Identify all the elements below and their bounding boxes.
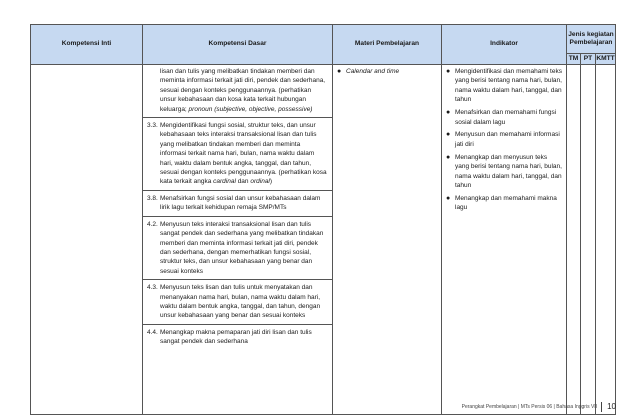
header-materi-pembelajaran: Materi Pembelajaran xyxy=(333,25,442,65)
indikator-item xyxy=(446,130,562,149)
bullet-icon: ● xyxy=(446,109,451,117)
bullet-icon: ● xyxy=(446,153,451,161)
tm-cell xyxy=(567,65,581,415)
indikator-text: Menyusun dan memahami informasi jati diri xyxy=(455,131,560,148)
header-pt: PT xyxy=(581,54,596,65)
indikator-text: Menangkap dan memahami makna lagu xyxy=(455,194,557,212)
pt-cell xyxy=(581,65,596,415)
bullet-icon: ● xyxy=(337,68,342,75)
kd-item xyxy=(147,328,328,347)
header-indikator: Indikator xyxy=(442,25,567,65)
indikator-item xyxy=(446,153,562,191)
kd-number: 4.3. xyxy=(147,284,158,292)
indikator-item xyxy=(446,67,562,105)
materi-pembelajaran-cell xyxy=(333,65,442,415)
kd-text-end: ) xyxy=(269,178,273,186)
kd-text: Menangkap makna pemaparan jati diri lisan dan tulis sangat pendek dan sederhana xyxy=(160,328,312,346)
page-number: 10 xyxy=(601,402,616,412)
indikator-item xyxy=(446,108,562,127)
kd-number: 3.3. xyxy=(147,122,158,130)
materi-text: Calendar and time xyxy=(346,68,400,75)
kompetensi-inti-cell xyxy=(31,65,143,415)
lesson-plan-table xyxy=(30,24,616,415)
kd-italic-ordinal: ordinal xyxy=(250,178,270,186)
header-tm: TM xyxy=(567,54,581,65)
kd-item xyxy=(147,194,328,213)
bullet-icon: ● xyxy=(446,194,451,202)
header-kompetensi-dasar: Kompetensi Dasar xyxy=(143,25,333,65)
kd-continuation-italic: pronoun (subjective, objective, possessive) xyxy=(188,105,313,113)
indikator-text: Menangkap dan menyusun teks yang berisi tentang nama hari, bulan, nama waktu dalam hari, tanggal, dan tahun xyxy=(455,153,562,189)
indikator-cell xyxy=(442,65,567,415)
header-kompetensi-inti: Kompetensi Inti xyxy=(31,25,143,65)
header-jenis-kegiatan: Jenis kegiatan Pembelajaran xyxy=(567,25,616,54)
kd-text: Menyusun teks lisan dan tulis untuk menyatakan dan menanyakan nama hari, bulan, nama waktu dalam hari, waktu dalam bentuk angka, tanggal, dan tahun, dengan unsur kebahasaan yang benar dan sesuai konteks xyxy=(160,284,321,320)
kd-italic-cardinal: cardinal xyxy=(213,178,236,186)
footer-text: Perangkat Pembelajaran | MTs Persis 06 | Bahasa Inggris VII xyxy=(461,404,598,410)
bullet-icon: ● xyxy=(446,68,451,75)
indikator-text: Mengidentifikasi dan memahami teks yang berisi tentang nama hari, bulan, nama waktu dalam hari, tanggal, dan tahun xyxy=(455,68,562,104)
kd-continuation xyxy=(147,67,328,114)
kompetensi-dasar-cell xyxy=(143,65,333,415)
kd-item xyxy=(147,220,328,276)
bullet-icon: ● xyxy=(446,131,451,139)
kd-text-mid: dan xyxy=(235,178,251,186)
kd-continuation-text: lisan dan tulis yang melibatkan tindakan memberi dan meminta informasi terkait jati diri, pendek dan sederhana, sesuai dengan konteks penggunaannya. (perhatikan unsur kebahasaan dan kosa kata terkait hubungan keluarga; xyxy=(160,68,326,113)
page-footer xyxy=(462,402,616,412)
kd-text: Menyusun teks interaksi transaksional lisan dan tulis sangat pendek dan sederhana yang melibatkan tindakan memberi dan meminta informasi terkait jati diri, pendek dan sederhana, dengan memerhatikan fungsi sosial, struktur teks, dan unsur kebahasaan yang benar dan sesuai konteks xyxy=(160,220,324,275)
indikator-item xyxy=(446,194,562,213)
indikator-text: Menafsirkan dan memahami fungsi sosial dalam lagu xyxy=(455,109,557,126)
kd-number: 4.2. xyxy=(147,220,158,228)
kd-number: 4.4. xyxy=(147,328,158,336)
kd-text: Menafsirkan fungsi sosial dan unsur kebahasaan dalam lirik lagu terkait kehidupan remaja SMP/MTs xyxy=(160,194,321,212)
kd-number: 3.8. xyxy=(147,194,158,202)
kd-item xyxy=(147,283,328,321)
materi-item xyxy=(337,67,437,76)
kd-text: Mengidentifikasi fungsi sosial, struktur teks, dan unsur kebahasaan teks interaksi transaksional lisan dan tulis yang melibatkan tindakan memberi dan meminta informasi terkait nama hari, bulan, nama waktu dalam hari, waktu dalam bentuk angka, tanggal, dan tahun, sesuai dengan konteks penggunaannya. (perhatikan kosa kata terkait angka xyxy=(160,122,327,186)
header-kmtt: KMTT xyxy=(596,54,616,65)
kmtt-cell xyxy=(596,65,616,415)
kd-item xyxy=(147,121,328,187)
